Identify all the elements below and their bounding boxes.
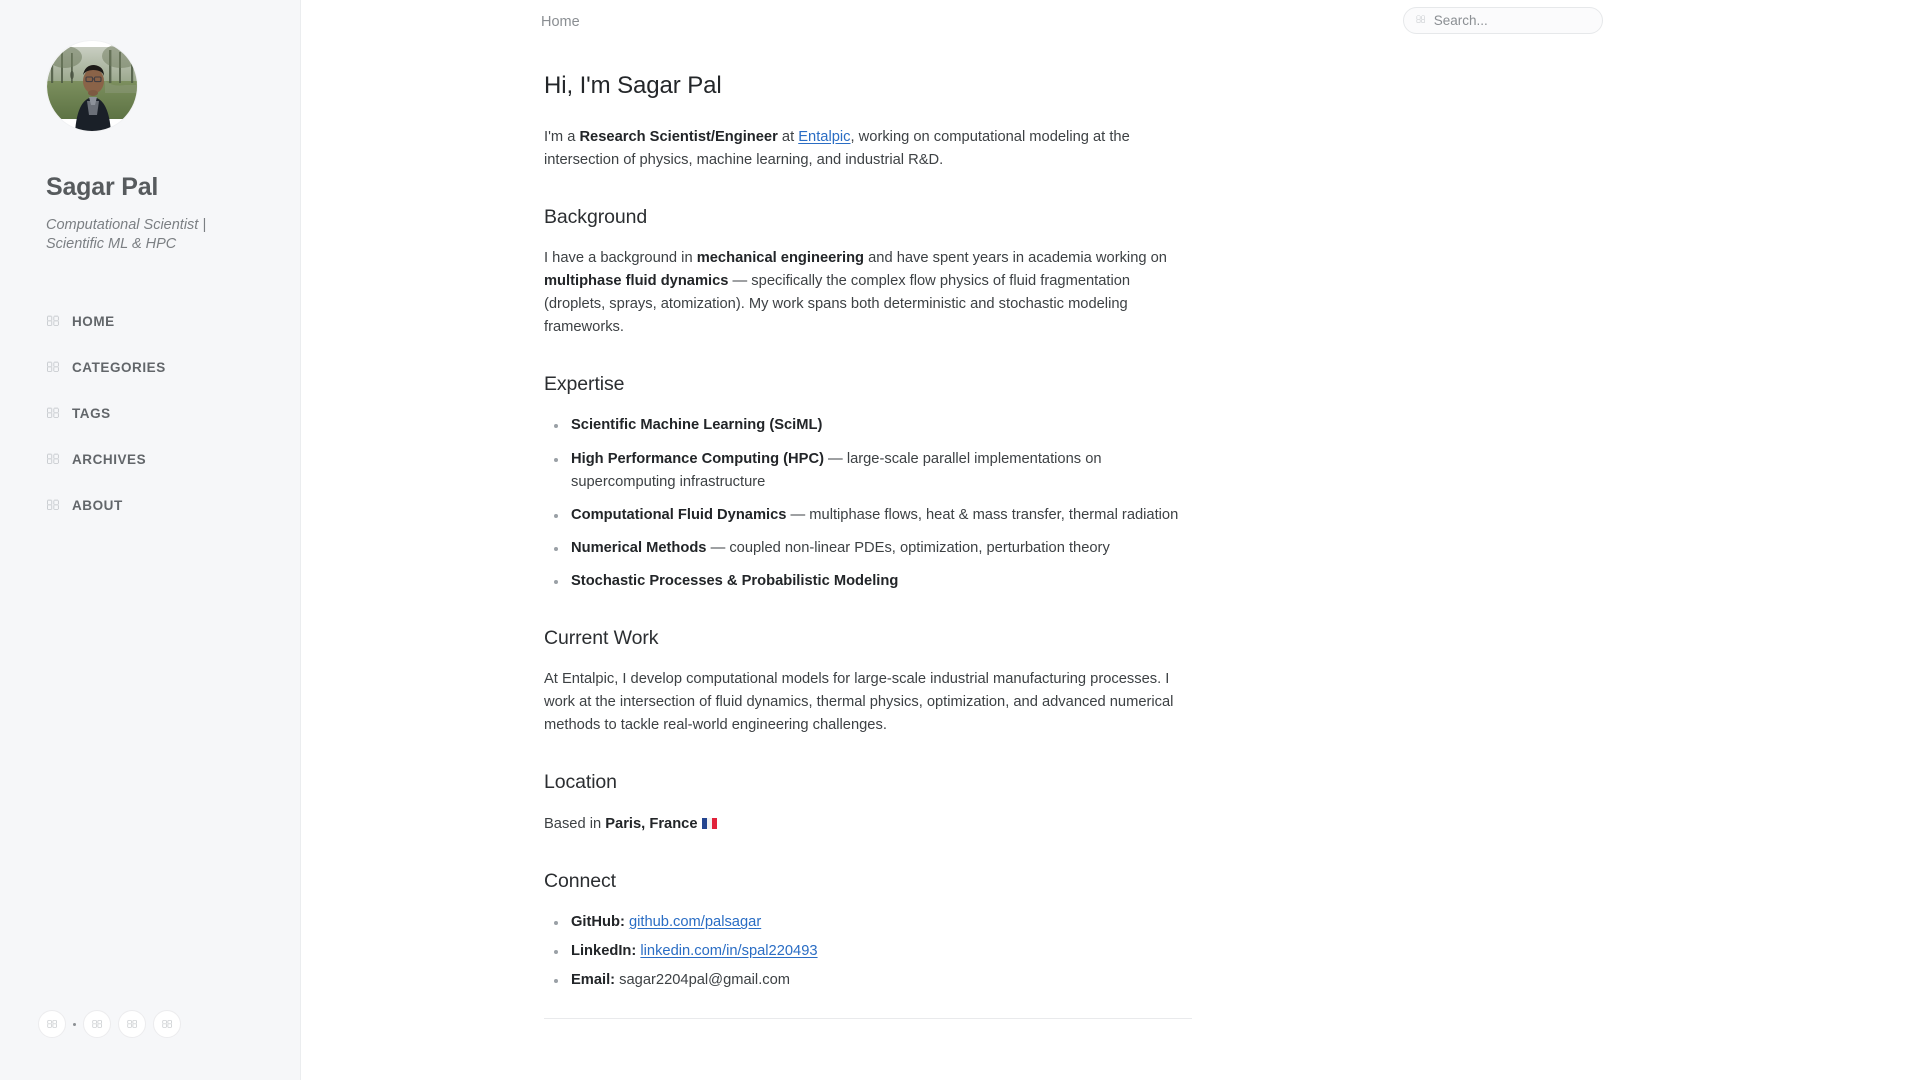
item-rest: — large-scale parallel implementations on supercomputing infrastructure: [571, 450, 1102, 490]
page-title: Hi, I'm Sagar Pal: [544, 72, 722, 99]
sidebar-item-label: HOME: [72, 314, 115, 330]
location-paragraph: [544, 812, 1192, 836]
sidebar-nav: [0, 299, 300, 529]
sidebar-spacer: [0, 529, 300, 1010]
list-item: [544, 911, 1192, 934]
avatar[interactable]: [46, 40, 138, 132]
bg-text-3: — specifically the complex flow physics of fluid fragmentation (droplets, sprays, atomization). My work spans both deterministic and stochastic modeling frameworks.: [544, 273, 1131, 336]
archive-icon: [46, 452, 72, 468]
linkedin-link[interactable]: linkedin.com/in/spal220493: [640, 943, 818, 960]
list-item: [544, 448, 1192, 494]
entalpic-link[interactable]: Entalpic: [798, 129, 851, 145]
location-place: Paris, France: [605, 816, 698, 833]
list-item: [544, 504, 1192, 527]
item-bold: Numerical Methods: [571, 539, 707, 556]
item-bold: High Performance Computing (HPC): [571, 450, 824, 467]
intro-prefix: I'm a: [544, 129, 580, 145]
expertise-list: [544, 414, 1192, 592]
search-input[interactable]: [1434, 13, 1584, 28]
breadcrumb[interactable]: Home: [541, 14, 580, 30]
bg-bold-1: mechanical engineering: [696, 250, 865, 267]
home-icon: [46, 314, 72, 330]
social-separator-dot: [73, 1023, 76, 1026]
background-paragraph: [544, 247, 1192, 339]
connect-label: LinkedIn:: [571, 943, 637, 960]
section-title-connect: Connect: [544, 870, 616, 893]
profile-tagline: Computational Scientist | Scientific ML & HPC: [46, 216, 207, 253]
tag-icon: [46, 406, 72, 422]
connect-label: Email:: [571, 972, 616, 989]
intro-role: Research Scientist/Engineer: [579, 129, 778, 145]
connect-list: [544, 911, 1192, 992]
list-item: [544, 537, 1192, 560]
france-flag-icon: [698, 815, 718, 832]
section-title-location: Location: [544, 771, 617, 794]
current-work-paragraph: At Entalpic, I develop computational models for large-scale industrial manufacturing processes. I work at the intersection of fluid dynamics, thermal physics, optimization, and advanced numerical methods to tackle real-world engineering challenges.: [544, 670, 1174, 734]
item-rest: — multiphase flows, heat & mass transfer, thermal radiation: [786, 506, 1179, 523]
sidebar-item-label: CATEGORIES: [72, 360, 166, 376]
content-divider: [544, 1018, 1192, 1019]
sidebar-item-categories[interactable]: [0, 345, 300, 391]
email-icon[interactable]: [118, 1010, 146, 1038]
profile-block: [0, 0, 300, 255]
profile-name: Sagar Pal: [46, 173, 159, 201]
sidebar-item-archives[interactable]: [0, 437, 300, 483]
intro-mid: at: [777, 129, 799, 145]
info-icon: [46, 498, 72, 514]
email-address: sagar2204pal@gmail.com: [619, 972, 791, 989]
topbar: [301, 0, 1920, 48]
section-title-background: Background: [544, 206, 648, 229]
github-link[interactable]: github.com/palsagar: [628, 914, 762, 931]
article-body: [301, 48, 1391, 1019]
item-rest: — coupled non-linear PDEs, optimization, perturbation theory: [706, 539, 1110, 556]
item-bold: Computational Fluid Dynamics: [571, 506, 787, 523]
sidebar-item-tags[interactable]: [0, 391, 300, 437]
connect-label: GitHub:: [571, 914, 625, 931]
section-title-expertise: Expertise: [544, 373, 625, 396]
list-item: [544, 414, 1192, 437]
location-prefix: Based in: [544, 816, 606, 833]
main-content: [301, 0, 1920, 1080]
list-item: [544, 940, 1192, 963]
linkedin-icon[interactable]: [83, 1010, 111, 1038]
item-bold: Scientific Machine Learning (SciML): [571, 417, 823, 434]
sidebar-item-label: ABOUT: [72, 498, 123, 514]
bg-text-2: and have spent years in academia working on: [864, 250, 1167, 267]
social-links: [0, 1010, 300, 1080]
bg-text-1: I have a background in: [544, 250, 697, 267]
section-title-current-work: Current Work: [544, 626, 659, 649]
folder-icon: [46, 360, 72, 376]
list-item: [544, 570, 1192, 593]
sidebar-item-label: TAGS: [72, 406, 111, 422]
github-icon[interactable]: [38, 1010, 66, 1038]
sidebar: [0, 0, 301, 1080]
rss-icon[interactable]: [153, 1010, 181, 1038]
intro-paragraph: [544, 126, 1192, 172]
item-bold: Stochastic Processes & Probabilistic Modeling: [571, 572, 899, 589]
search-box[interactable]: [1403, 7, 1603, 34]
sidebar-item-about[interactable]: [0, 483, 300, 529]
list-item: [544, 969, 1192, 992]
sidebar-item-label: ARCHIVES: [72, 452, 147, 468]
bg-bold-2: multiphase fluid dynamics: [544, 273, 729, 290]
intro-suffix: , working on computational modeling at the intersection of physics, machine learning, and industrial R&D.: [544, 129, 1130, 169]
sidebar-item-home[interactable]: [0, 299, 300, 345]
search-icon: [1416, 15, 1426, 26]
